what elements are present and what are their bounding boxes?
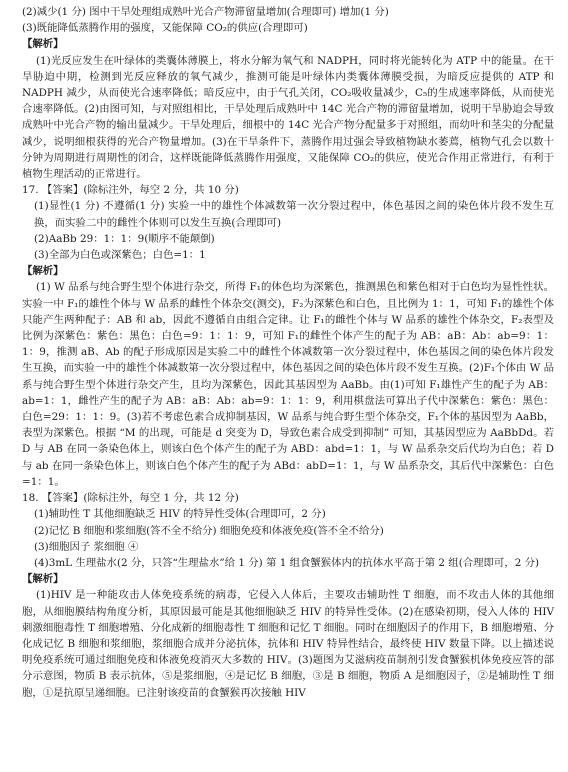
q17-answer-1: (1)显性(1 分) 不遵循(1 分) 实验一中的雄性个体减数第一次分裂过程中，体色基因之间的染色体片段不发生互换，而实验二中的雌性个体则可以发生互换(合理即可) — [34, 200, 554, 229]
q18-heading: 18. 【答案】(除标注外，每空 1 分，共 12 分) — [22, 492, 239, 505]
q18-answer-1: (1)辅助性 T 其他细胞缺乏 HIV 的特异性受体(合理即可，2 分) — [34, 508, 326, 521]
q18-answer-4: (4)3mL 生理盐水(2 分，只答“生理盐水”给 1 分) 第 1 组食蟹猴体内的抗体水平高于第 2 组(合理即可，2 分) — [34, 556, 540, 569]
q17-answer-3: (3)全部为白色或深紫色；白色=1：1 — [34, 249, 206, 262]
q18-analysis-tag: 【解析】 — [22, 573, 64, 586]
q16-analysis-tag: 【解析】 — [22, 38, 64, 51]
q17-analysis-tag: 【解析】 — [22, 265, 64, 278]
q16-answer-line-2: (2)减少(1 分) 图中干旱处理组成熟叶光合产物滞留量增加(合理即可) 增加(1 分) — [22, 6, 389, 18]
q18-analysis-paragraph: (1)HIV 是一种能攻击人体免疫系统的病毒，它侵入人体后，主要攻击辅助性 T 细胞，而不攻击人体的其他细胞，从细胞膜结构角度分析，其原因最可能是其他细胞缺乏 HIV 的特异性受体。(2)在感染初期，侵入人体的 HIV 刺激细胞毒性 T 细胞增殖、分化成新的细胞毒性 T 细胞和记忆 T 细胞。同时在细胞因子的作用下，B 细胞增殖、分化成记忆 B 细胞和浆细胞，浆细胞合成并分泌抗体，抗体和 HIV 特异性结合，最终使 HIV 数量下降。以上描述说明免疫系统可通过细胞免疫和体液免疫消灭大多数的 HIV。(3)题图为艾滋病疫苗制剂引发食蟹猴机体免疫应答的部分示意图，物质 B 表示抗体，⑤是浆细胞，④是记忆 B 细胞，③是 B 细胞，物质 A 是细胞因子，②是辅助性 T 细胞，①是抗原呈递细胞。已注射该疫苗的食蟹猴再次接触 HIV — [22, 589, 554, 699]
q17-answer-2: (2)AaBb 29：1：1：9(顺序不能颠倒) — [34, 232, 215, 245]
q18-answer-2: (2)记忆 B 细胞和浆细胞(答不全不给分) 细胞免疫和体液免疫(答不全不给分) — [34, 524, 384, 537]
q17-analysis-paragraph: (1) W 品系与纯合野生型个体进行杂交，所得 F₁的体色均为深紫色，推测黑色和紫色相对于白色均为显性性状。实验一中 F₁的雄性个体与 W 品系的雌性个体杂交(测交)，F₂为深紫色和白色，且比例为 1：1，可知 F₁的雄性个体只能产生两种配子：AB 和 ab，因此不遵循自由组合定律。让 F₁的雌性个体与 W 品系的雄性个体杂交，F₂表型及比例为深紫色：紫色：黑色：白色=9：1：1：9，可知 F₁的雌性个体产生的配子为 AB：aB：Ab：ab=9：1：1：9，推测 aB、Ab 的配子形成原因是实验二中的雌性个体减数第一次分裂过程中，体色基因之间的染色体片段发生互换，而实验一中的雄性个体减数第一次分裂过程中，体色基因之间的染色体片段不发生互换。(2)F₁个体由 W 品系与纯合野生型个体进行杂交产生，且均为深紫色，因此其基因型为 AaBb。由(1)可知 F₁雄性产生的配子为 AB：ab=1：1，雌性产生的配子为 AB：aB：Ab：ab=9：1：1：9，利用棋盘法可算出子代中深紫色：紫色：黑色：白色=29：1：1：9。(3)若不考虑色素合成抑制基因，W 品系与纯合野生型个体杂交，F₁个体的基因型为 AaBb，表型为深紫色。根据 “M 的出现，可能是 d 突变为 D，导致色素合成受到抑制” 可知，其基因型应为 AaBbDd。若 D 与 AB 在同一条染色体上，则该白色个体产生的配子为 ABD：abd=1：1，与 W 品系杂交后代均为白色；若 D 与 ab 在同一条染色体上，则该白色个体产生的配子为 ABd：abD=1：1，与 W 品系杂交，其后代中深紫色：白色=1：1。 — [22, 281, 554, 488]
q16-answer-line-3: (3)既能降低蒸腾作用的强度，又能保障 CO₂的供应(合理即可) — [22, 22, 308, 35]
q18-answer-3: (3)细胞因子 浆细胞 ④ — [34, 540, 139, 553]
q16-analysis-paragraph: (1)光反应发生在叶绿体的类囊体薄膜上，将水分解为氧气和 NADPH，同时将光能转化为 ATP 中的能量。在干旱胁迫中期，检测到光反应释放的氧气减少，推测可能是叶绿体内类囊体薄膜受损，为暗反应提供的 ATP 和 NADPH 减少，从而使光合速率降低；暗反应中，由于气孔关闭，CO₂吸收量减少，C₅的生成速率降低，从而使光合速率降低。(2)由图可知，与对照组相比，干旱处理后成熟叶中 14C 光合产物的滞留量增加，说明干旱胁迫会导致成熟叶中光合产物的输出量减少。干旱处理后，细根中的 14C 光合产物分配量多于对照组，而幼叶和茎尖的分配量减少，说明细根获得的光合产物量增加。(3)在干旱条件下，蒸腾作用过强会导致植物缺水萎蔫，植物气孔会以数十分钟为周期进行周期性的闭合，这样既能降低蒸腾作用强度，又能保障 CO₂的供应，使光合作用正常进行，有利于植物生理活动的正常进行。 — [22, 54, 554, 181]
q17-heading: 17. 【答案】(除标注外，每空 2 分，共 10 分) — [22, 184, 239, 197]
